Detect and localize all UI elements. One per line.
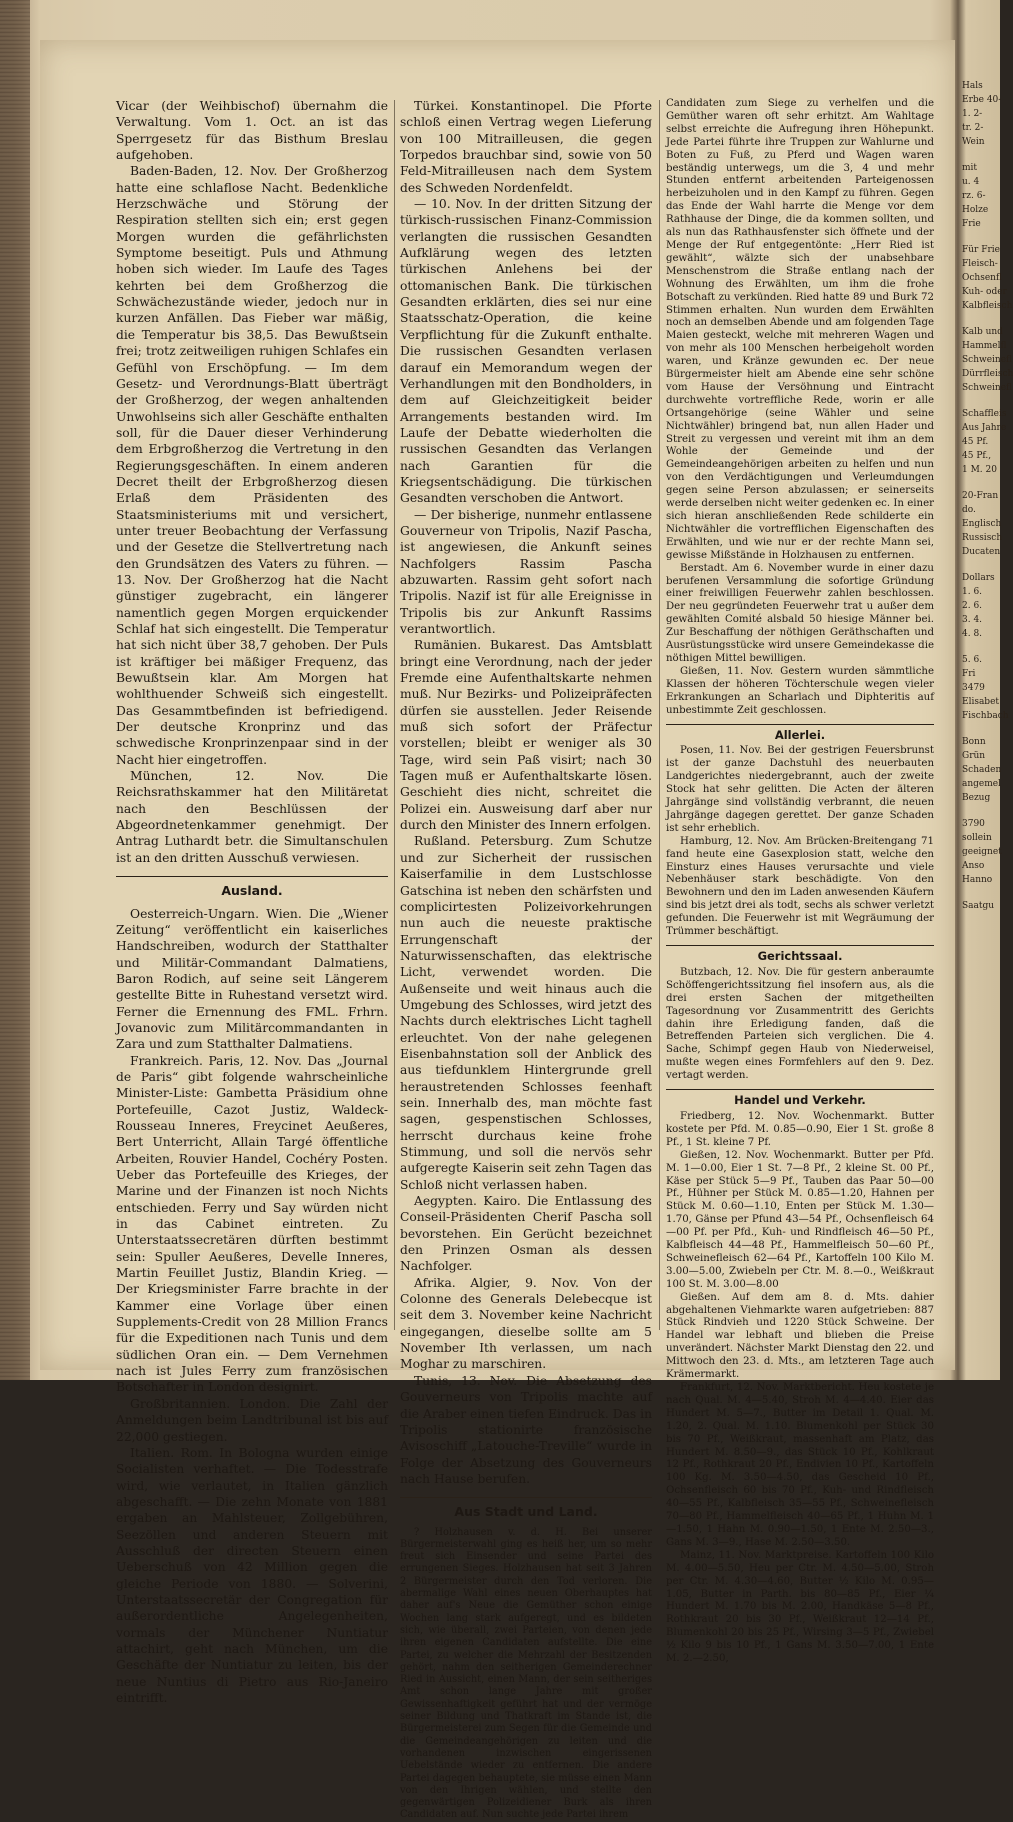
- strip-line: 45 Pf.: [962, 437, 989, 447]
- article: Afrika. Algier, 9. Nov. Von der Colonne des Generals Delebecque ist seit dem 3. November keine Nachricht eingegangen, dieselbe sollte am 5 November Ith verlassen, um nach Moghar zu marschiren.: [400, 1275, 652, 1372]
- strip-line: rz. 6-: [962, 191, 986, 201]
- strip-line: 3. 4.: [962, 615, 983, 625]
- article: Rumänien. Bukarest. Das Amtsblatt bringt eine Verordnung, nach der jeder Fremde eine Aufenthaltskarte nehmen muß. Nur Bezirks- und Polizeipräfecten dürfen sie ausstellen. Jeder Reisende muß sich sofort der Präfectur vorstellen; bleibt er weniger als 30 Tage, wird sein Paß visirt; nach 30 Tagen muß er Aufenthaltskarte lösen. Geschieht dies nicht, schreitet die Polizei ein. Ausweisung darf aber nur durch den Minister des Innern erfolgen.: [400, 638, 652, 833]
- article: — Der bisherige, nunmehr entlassene Gouverneur von Tripolis, Nazif Pascha, ist angewiesen, die Ankunft seines Nachfolgers Rassim Pascha abzuwarten. Rassim geht sofort nach Tripolis. Nazif ist für alle Ereignisse in Tripolis bis zur Ankunft Rassims verantwortlich.: [400, 507, 652, 636]
- strip-line: Grün: [962, 751, 986, 761]
- section-header-handel: Handel und Verkehr.: [666, 1089, 934, 1107]
- strip-line: 3479: [962, 683, 985, 693]
- strip-line: Holze: [962, 205, 989, 215]
- strip-line: 5. 6.: [962, 655, 983, 665]
- strip-line: do.: [962, 505, 976, 515]
- strip-line: Schaffleis: [962, 409, 1007, 419]
- strip-line: Für Frie: [962, 245, 1000, 255]
- strip-line: angemel: [962, 779, 1001, 789]
- strip-line: Elisabet: [962, 697, 1000, 707]
- article: Gießen, 12. Nov. Wochenmarkt. Butter per Pfd. M. 1—0.00, Eier 1 St. 7—8 Pf., 2 kleine St. 00 Pf., Käse per Stück 5—9 Pf., Tauben das Paar 50—00 Pf., Hühner per Stück M. 0.85—1.20, Hahnen per Stück M. 0.60—1.10, Enten per Stück M. 1.30—1.70, Gänse per Pfund 43—54 Pf., Ochsenfleisch 64—00 Pf. per Pfd., Kuh- und Rindfleisch 46—50 Pf., Kalbfleisch 44—48 Pf., Hammelfleisch 50—60 Pf., Schweinefleisch 62—64 Pf., Kartoffeln 100 Kilo M. 3.00—5.00, Zwiebeln per Ctr. M. 8.—0., Weißkraut 100 St. M. 3.00—8.00: [666, 1149, 934, 1290]
- strip-line: Hals: [962, 81, 983, 91]
- strip-line: Erbe 40-: [962, 95, 1002, 105]
- strip-line: Bezug: [962, 793, 991, 803]
- article: Berstadt. Am 6. November wurde in einer dazu berufenen Versammlung die sofortige Gründung einer freiwilligen Feuerwehr zahlen beschlossen. Der neu gegründeten Feuerwehr trat u außer dem gewählten Comité alsbald 50 hiesige Männer bei. Zur Beschaffung der nöthigen Geräthschaften und Ausrüstungsstücke wird unsere Gemeindekasse die nöthigen Mittel bewilligen.: [666, 562, 934, 664]
- strip-line: Schaden: [962, 765, 1002, 775]
- strip-line: Ochsenfl: [962, 273, 1002, 283]
- article: Tunis, 13. Nov. Die Absetzung des Gouverneurs von Tripolis machte auf die Araber einen tiefen Eindruck. Das in Tripolis stationirte französische Avisoschiff „Latouche-Treville“ wurde in Folge der Absetzung des Gouverneurs nach Hause berufen.: [400, 1373, 652, 1486]
- strip-line: Russisch: [962, 533, 1003, 543]
- article: Posen, 11. Nov. Bei der gestrigen Feuersbrunst ist der ganze Dachstuhl des neuerbauten Landgerichtes niedergebrannt, auch der zweite Stock hat sehr gelitten. Die Acten der älteren Jahrgänge sind vollständig verbrannt, die neuen Jahrgänge dagegen gerettet. Der ganze Schaden ist sehr erheblich.: [666, 745, 934, 834]
- article: Rußland. Petersburg. Zum Schutze und zur Sicherheit der russischen Kaiserfamilie in dem Lustschlosse Gatschina ist neben den schärfsten und complicirtesten Polizeivorkehrungen nun auch die neueste praktische Errungenschaft der Naturwissenschaften, das elektrische Licht, verwendet worden. Die Außenseite und weit hinaus auch die Umgebung des Schlosses, wird jetzt des Nachts durch elektrisches Licht taghell erleuchtet. Von der nahe gelegenen Eisenbahnstation soll der Anblick des aus tiefdunklem Hintergrunde grell heraustretenden Schlosses feenhaft sein. Innerhalb des, man möchte fast sagen, gespenstischen Schlosses, herrscht durchaus keine frohe Stimmung, und soll die nervös sehr aufgeregte Kaiserin seit zehn Tagen das Schloß nicht verlassen haben.: [400, 834, 652, 1192]
- strip-line: 1. 2-: [962, 109, 983, 119]
- strip-line: mit: [962, 163, 978, 173]
- strip-line: Anso: [962, 861, 985, 871]
- article: Gießen. Auf dem am 8. d. Mts. dahier abgehaltenen Viehmarkte waren aufgetrieben: 887 Stück Rindvieh und 1220 Stück Schweine. Der Handel war lebhaft und blieben die Preise unverändert. Nächster Markt Dienstag den 22. und Mittwoch den 23. d. Mts., am letzteren Tage auch Krämermarkt.: [666, 1291, 934, 1381]
- strip-line: Aus Jahre: [962, 423, 1007, 433]
- article: Friedberg, 12. Nov. Wochenmarkt. Butter kostete per Pfd. M. 0.85—0.90, Eier 1 St. große 8 Pf., 1 St. kleine 7 Pf.: [666, 1110, 934, 1148]
- article: Türkei. Konstantinopel. Die Pforte schloß einen Vertrag wegen Lieferung von 100 Mitrailleusen, die gegen Torpedos brauchbar sind, sowie von 50 Feld-Mitrailleusen nach dem System des Schweden Nordenfeldt.: [400, 99, 652, 195]
- strip-line: Kalbfleisch: [962, 301, 1013, 311]
- strip-line: Fleisch-: [962, 259, 998, 269]
- article: Gießen, 11. Nov. Gestern wurden sämmtliche Klassen der höheren Töchterschule wegen vieler Erkrankungen an Scharlach und Diphteritis auf unbestimmte Zeit geschlossen.: [666, 665, 934, 716]
- strip-line: 2. 6.: [962, 601, 983, 611]
- column-3: [666, 98, 934, 1665]
- column-rule-1: [394, 100, 395, 1330]
- article: Oesterreich-Ungarn. Wien. Die „Wiener Zeitung“ veröffentlicht ein kaiserliches Handschreiben, wodurch der Statthalter und Militär-Commandant Dalmatiens, Baron Rodich, auf seine seit Längerem gestellte Bitte in Ruhestand versetzt wird. Ferner die Ernennung des FML. Frhrn. Jovanovic zum Militärcommandanten in Zara und zum Statthalter Dalmatiens.: [116, 906, 388, 1052]
- article: Aegypten. Kairo. Die Entlassung des Conseil-Präsidenten Cherif Pascha soll bevorstehen. Ein Gerücht bezeichnet den Prinzen Osman als dessen Nachfolger.: [400, 1194, 652, 1274]
- strip-line: Saatgu: [962, 901, 995, 911]
- article: Candidaten zum Siege zu verhelfen und die Gemüther waren oft sehr erhitzt. Am Wahltage selbst erreichte die Aufregung ihren Höhepunkt. Jede Partei führte ihre Truppen zur Wahlurne und Boten zu Fuß, zu Pferd und Wagen waren beständig unterwegs, um die 3, 4 und mehr Stunden entfernt arbeitenden Parteigenossen herbeizuholen und in den Kampf zu führen. Gegen das Ende der Wahl harrte die Menge vor dem Rathhause der Dinge, die da kommen sollten, und als nun das Rathhausfenster sich öffnete und der Menge der Ruf entgegentönte: „Herr Ried ist gewählt“, wälzte sich der unabsehbare Menschenstrom die Straße entlang nach der Wohnung des Erwählten, um ihm die frohe Botschaft zu verkünden. Ried hatte 89 und Burk 72 Stimmen erhalten. Nun wurden dem Erwählten noch an demselben Abende und am folgenden Tage Maien gesteckt, welche mit mehreren Wagen und von mehr als 100 Menschen herbeigeholt worden waren, und Kränze gewunden ec. Der neue Bürgermeister hielt am Abende eine sehr schöne vom Hause der Versöhnung und Eintracht durchwehte vortreffliche Rede, worin er alle Ortsangehörige (seine Wähler und seine Nichtwähler) bringend bat, nun allen Hader und Streit zu vergessen und vereint mit ihm an dem Wohle der Gemeinde und der Gemeindeangehörigen arbeiten zu helfen und nun von den Verdächtigungen und Verleumdungen gegen seine Person abzulassen; er seinerseits werde derselben nicht weiter gedenken ec. In einer sich hieran anschließenden Rede schilderte ein Nichtwähler die vortrefflichen Eigenschaften des Erwählten, und wie nur er der rechte Mann sei, gewisse Mißstände in Holzhausen zu entfernen.: [666, 98, 934, 561]
- strip-line: Schweinefl: [962, 383, 1013, 393]
- strip-line: Ducaten: [962, 547, 1001, 557]
- article: Butzbach, 12. Nov. Die für gestern anberaumte Schöffengerichtssitzung fiel insofern aus, als die drei ersten Sachen der mitgetheilten Tagesordnung vor Zusammentritt des Gerichts dahin ihre Erledigung fanden, daß die Betreffenden Parteien sich verglichen. Die 4. Sache, Schimpf gegen Haub von Niederweisel, mußte wegen eines Formfehlers auf den 9. Dez. vertagt werden.: [666, 966, 934, 1082]
- strip-line: Dürrfleisch: [962, 369, 1013, 379]
- strip-line: tr. 2-: [962, 123, 984, 133]
- strip-line: Wein: [962, 137, 985, 147]
- adjacent-page-strip: [962, 80, 1013, 1380]
- strip-line: 1 M. 20: [962, 465, 997, 475]
- strip-line: 1. 6.: [962, 587, 983, 597]
- strip-line: Fri: [962, 669, 976, 679]
- strip-line: Dollars: [962, 573, 995, 583]
- strip-line: 3790: [962, 819, 985, 829]
- article: München, 12. Nov. Die Reichsrathskammer hat den Militäretat nach den Beschlüssen der Abgeordnetenkammer genehmigt. Der Antrag Luthardt betr. die Simultanschulen ist an den dritten Ausschuß verwiesen.: [116, 769, 388, 865]
- section-header-allerlei: Allerlei.: [666, 724, 934, 742]
- strip-line: sollein: [962, 833, 992, 843]
- article: Mainz, 11. Nov. Marktpreise. Kartoffeln 100 Kilo M. 4.00—5.50, Heu per Ctr. M. 4.50—5.00, Stroh per Ctr. M. 4.30—4.60, Butter ½ Kilo M. 0.95—1.05, Butter in Parth. bis 80—85 Pf., Eier ¼ Hundert M. 1.70 bis M. 2.00, Handkäse 5—8 Pf., Rothkraut 20 bis 30 Pf., Weißkraut 12—14 Pf., Blumenkohl 20 bis 25 Pf., Wirsing 3—5 Pf., Zwiebel ½ Kilo 9 bis 10 Pf., 1 Gans M. 3.50—7.00, 1 Ente M. 2.—2.50,: [666, 1549, 934, 1665]
- article: Vicar (der Weihbischof) übernahm die Verwaltung. Vom 1. Oct. an ist das Sperrgesetz für das Bisthum Breslau aufgehoben.: [116, 99, 388, 163]
- strip-line: 4. 8.: [962, 629, 983, 639]
- column-rule-2: [659, 100, 660, 1330]
- article: Großbritannien. London. Die Zahl der Anmeldungen beim Landtribunal ist bis auf 22,000 gestiegen.: [116, 1396, 388, 1444]
- strip-line: Englisch: [962, 519, 1002, 529]
- article: Baden-Baden, 12. Nov. Der Großherzog hatte eine schlaflose Nacht. Bedenkliche Herzschwäche und Störung der Respiration stellten sich ein; erst gegen Morgen wurden die gefährlichsten Symptome beseitigt. Puls und Athmung hoben sich wieder. Im Laufe des Tages kehrten bei dem Großherzog die Schwächezustände wieder, jedoch nur in kurzen Anfällen. Das Fieber war mäßig, die Temperatur bis 38,5. Das Bewußtsein frei; trotz zeitweiligen ruhigen Schlafes ein Gefühl von Erschöpfung. — Im dem Gesetz- und Verordnungs-Blatt überträgt der Großherzog, der wegen anhaltenden Unwohlseins sich aller Geschäfte enthalten soll, für die Dauer dieser Verhinderung dem Erbgroßherzog die Vertretung in den Regierungsgeschäften. In einem anderen Decret theilt der Erbgroßherzog diesen Erlaß dem Präsidenten des Staatsministeriums mit und versichert, unter treuer Beobachtung der Verfassung und der Gesetze die Stellvertretung nach den Grundsätzen des Vaters zu führen. — 13. Nov. Der Großherzog hat die Nacht günstiger zugebracht, ein längerer namentlich gegen Morgen erquickender Schlaf hat sich eingestellt. Die Temperatur hat sich nicht über 38,7 gehoben. Der Puls ist kräftiger bei mäßiger Frequenz, das Bewußtsein klar. Am Morgen hat wohlthuender Schweiß sich eingestellt. Das Gesammtbefinden ist befriedigend. Der deutsche Kronprinz und das schwedische Kronprinzenpaar sind in der Nacht hier eingetroffen.: [116, 164, 388, 767]
- strip-line: Schweinefl: [962, 355, 1013, 365]
- column-1: [116, 98, 388, 1705]
- article: ? Holzhausen v. d. H. Bei unserer Bürgermeisterwahl ging es heiß her, um so mehr freut sich Einsender und seine Partei des errungenen Sieges. Holzhausen hat seit 3 Jahren 2 Bürgermeister durch den Tod verloren. Die abermalige Wahl eines neuen Oberhauptes hat daher auf's Neue die Gemüther schon einige Wochen lang stark aufgeregt, und es bildeten sich, wie überall, zwei Parteien, von denen jede ihren eigenen Candidaten aufstellte. Die eine Partei, zu welcher die Mehrzahl der Besitzenden gehört, nahm den seitherigen Gemeinderechner Ried in Aussicht, einen Mann, der sein seitheriges Amt schon lange Jahre mit großer Gewissenhaftigkeit geführt hat und der vermöge seiner Bildung und Thatkraft im Stande ist, die Bürgermeisterei zum Segen für die Gemeinde und die Gemeindeangehörigen zu leiten und die vorhandenen inzwischen eingerissenen Uebelstände wieder zu entfernen. Die andere Partei dagegen behauptete, sie müsse einen Mann von den Ihrigen wählen, und stellte den gegenwärtigen Polizeidiener Burk als ihren Candidaten auf. Nun suchte jede Partei ihrem: [400, 1526, 652, 1821]
- article: Frankfurt, 12. Nov. Marktbericht. Heu kostete je nach Qual. M. 4—5.40, Stroh M. 4—4.40. Eier das Hundert M. 5—7., Butter im Detail 1. Qual. M. 1.20, 2. Qual. M. 1.10. Blumenkohl per Stück 30 bis 70 Pf., Weißkraut, massenhaft am Platz, das Hundert M. 8.50—9., das Stück 10 Pf., Kohlkraut 12 Pf., Rothkraut 20 Pf., Endivien 10 Pf., Kartoffeln 100 Kg. M. 3.50—4.50, das Gescheid 10 Pf., Ochsenfleisch 60 bis 70 Pf., Kuh- und Rindfleisch 40—55 Pf., Kalbfleisch 35—55 Pf., Schweinefleisch 70—80 Pf., Hammelfleisch 40—65 Pf., 1 Huhn M. 1—1.50, 1 Hahn M. 0.90—1.50, 1 Ente M. 2.50—3., Gans M. 3—9., Hase M. 2.50—3.50.: [666, 1382, 934, 1548]
- strip-line: Kalb und: [962, 327, 1003, 337]
- article: Hamburg, 12. Nov. Am Brücken-Breitengang 71 fand heute eine Gasexplosion statt, welche den Einsturz eines Hauses verursachte und viele Nebenhäuser stark beschädigte. Von den Bewohnern und den im Laden anwesenden Käufern sind bis jetzt drei als todt, sechs als schwer verletzt gefunden. Die Feuerwehr ist mit Wegräumung der Trümmer beschäftigt.: [666, 835, 934, 938]
- strip-line: Kuh- oder: [962, 287, 1007, 297]
- article: — 10. Nov. In der dritten Sitzung der türkisch-russischen Finanz-Commission verlangten die russischen Gesandten Aufklärung wegen des letzten türkischen Anlehens bei der ottomanischen Bank. Die türkischen Gesandten erklärten, dies sei nur eine Staatsschatz-Operation, die keine Verpflichtung für die Zukunft enthalte. Die russischen Gesandten verlasen darauf ein Memorandum wegen der Verhandlungen mit den Bondholders, in dem auf Gleichzeitigkeit beider Arrangements bestanden wird. Im Laufe der Debatte wiederholten die russischen Gesandten das Verlangen nach Garantien für die Kriegsentschädigung. Die türkischen Gesandten verschoben die Antwort.: [400, 197, 652, 506]
- strip-line: Frie: [962, 219, 981, 229]
- strip-line: geeignet: [962, 847, 1002, 857]
- section-header-stadt-land: Aus Stadt und Land.: [400, 1497, 652, 1520]
- strip-line: 20-Fran: [962, 491, 999, 501]
- strip-line: Hanno: [962, 875, 993, 885]
- book-binding: [0, 0, 30, 1380]
- strip-line: u. 4: [962, 177, 980, 187]
- article: Italien. Rom. In Bologna wurden einige Socialisten verhaftet. — Die Todesstrafe wird, wie verlautet, in Italien gänzlich abgeschafft. — Die zehn Monate von 1881 ergaben an Mahlsteuer, Zollgebühren, Seezöllen und anderen Steuern mit Ausschluß der directen Steuern einen Ueberschuß von 42 Million gegen die gleiche Periode von 1880. — Solverini, Unterstaatssecretär der Congregation für außerordentliche Angelegenheiten, vormals der Münchener Nuntiatur attachirt, geht nach München, um die Geschäfte der Nuntiatur zu leiten, bis der neue Nuntius di Pietro aus Rio-Janeiro eintrifft.: [116, 1445, 388, 1705]
- strip-line: Fischbach: [962, 711, 1009, 721]
- article: Frankreich. Paris, 12. Nov. Das „Journal de Paris“ gibt folgende wahrscheinliche Minister-Liste: Gambetta Präsidium ohne Portefeuille, Cazot Justiz, Waldeck-Rousseau Inneres, Freycinet Aeußeres, Bert Unterricht, Allain Targé öffentliche Arbeiten, Rouvier Handel, Cochéry Posten. Ueber das Portefeuille des Krieges, der Marine und der Finanzen ist noch Nichts entschieden. Ferry und Say würden nicht in das Cabinet eintreten. Zu Unterstaatssecretären dürften bestimmt sein: Spuller Aeußeres, Develle Inneres, Martin Feuillet Justiz, Blandin Krieg. — Der Kriegsminister Farre brachte in der Kammer eine Vorlage über einen Supplements-Credit von 28 Million Francs für die Expeditionen nach Tunis und dem südlichen Oran ein. — Dem Vernehmen nach ist Jules Ferry zum französischen Botschafter in London designirt.: [116, 1053, 388, 1395]
- strip-line: 45 Pf.,: [962, 451, 992, 461]
- strip-line: Bonn: [962, 737, 986, 747]
- column-2: [400, 98, 652, 1821]
- section-header-ausland: Ausland.: [116, 876, 388, 899]
- strip-line: Hammelfl: [962, 341, 1007, 351]
- section-header-gerichtssaal: Gerichtssaal.: [666, 945, 934, 963]
